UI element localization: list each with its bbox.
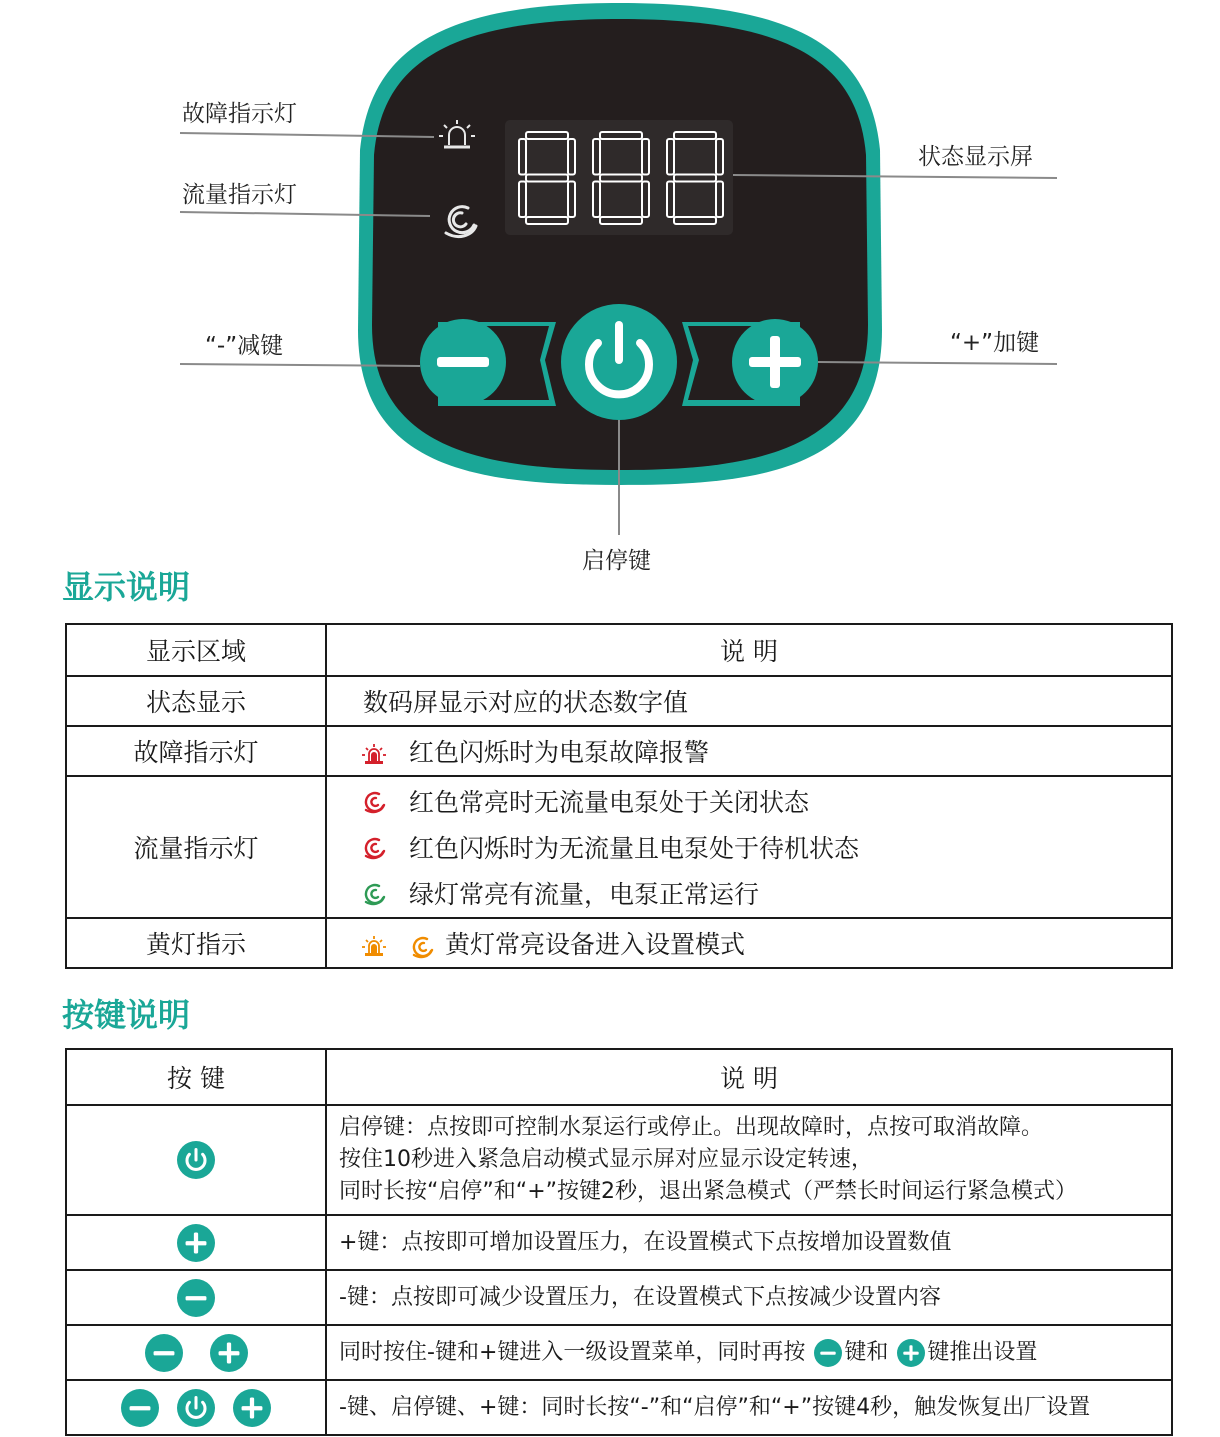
table-cell: -键：点按即可减少设置压力，在设置模式下点按减少设置内容 xyxy=(326,1270,1172,1325)
digit-segment xyxy=(716,139,723,175)
start-stop-button-diagram xyxy=(561,304,677,420)
display-section-title: 显示说明 xyxy=(62,568,191,606)
digit-segment xyxy=(519,182,526,218)
flow-desc-2: 红色闪烁时为无流量且电泵处于待机状态 xyxy=(409,834,860,863)
table-cell: -键、启停键、+键：同时长按“-”和“启停”和“+”按键4秒，触发恢复出厂设置 xyxy=(326,1380,1172,1435)
table-cell xyxy=(326,776,1172,918)
control-panel-diagram xyxy=(0,0,1220,580)
minus-button-diagram xyxy=(420,319,506,405)
table-cell xyxy=(66,1270,326,1325)
status-screen-digits xyxy=(505,120,733,235)
minus-icon xyxy=(121,1389,159,1427)
plus-key-label: “+”加键 xyxy=(950,330,1040,356)
table-cell xyxy=(326,1325,1172,1380)
yellow-fault-light-icon xyxy=(361,933,387,959)
table-row xyxy=(66,1380,1172,1435)
combo-desc-a: 同时按住-键和+键进入一级设置菜单，同时再按 xyxy=(339,1339,806,1365)
start-stop-desc-2: 按住10秒进入紧急启动模式显示屏对应显示设定转速， xyxy=(339,1147,873,1172)
minus-icon xyxy=(814,1339,842,1367)
table-row xyxy=(66,1105,1172,1215)
minus-key-label: “-”减键 xyxy=(205,333,284,359)
fault-light-label: 故障指示灯 xyxy=(182,101,297,127)
status-screen-label: 状态显示屏 xyxy=(918,144,1033,170)
table-cell xyxy=(326,918,1172,968)
power-icon xyxy=(177,1141,215,1179)
digit-segment xyxy=(600,175,642,182)
screen-digit xyxy=(519,132,575,224)
keys-section-title: 按键说明 xyxy=(62,996,191,1034)
combo-desc-b: 键和 xyxy=(844,1339,889,1365)
red-fault-light-icon xyxy=(361,741,387,767)
digit-segment xyxy=(526,175,568,182)
digit-segment xyxy=(674,132,716,139)
table-header-row xyxy=(66,624,1172,676)
table-cell xyxy=(66,1105,326,1215)
table-row xyxy=(66,726,1172,776)
digit-segment xyxy=(600,217,642,224)
digit-segment xyxy=(526,217,568,224)
table-row xyxy=(66,918,1172,968)
digit-segment xyxy=(593,182,600,218)
plus-button-diagram xyxy=(732,319,818,405)
plus-icon xyxy=(177,1224,215,1262)
table-header-row xyxy=(66,1049,1172,1105)
table-row xyxy=(66,1325,1172,1380)
power-icon xyxy=(177,1389,215,1427)
yellow-flow-light-icon xyxy=(409,933,435,959)
digit-segment xyxy=(667,182,674,218)
table-row xyxy=(66,776,1172,918)
flow-desc-3: 绿灯常亮有流量，电泵正常运行 xyxy=(409,880,760,909)
digit-segment xyxy=(568,182,575,218)
digit-segment xyxy=(667,139,674,175)
digit-segment xyxy=(526,132,568,139)
plus-icon xyxy=(210,1334,248,1372)
start-stop-desc-1: 启停键：点按即可控制水泵运行或停止。出现故障时，点按可取消故障。 xyxy=(339,1115,1044,1140)
table-cell: 状态显示 xyxy=(66,676,326,726)
table-header: 说 明 xyxy=(326,624,1172,676)
digit-segment xyxy=(716,182,723,218)
table-cell: 黄灯指示 xyxy=(66,918,326,968)
table-cell xyxy=(66,1215,326,1270)
table-row xyxy=(66,676,1172,726)
table-header: 按 键 xyxy=(66,1049,326,1105)
table-cell: 数码屏显示对应的状态数字值 xyxy=(326,676,1172,726)
keys-table xyxy=(65,1048,1173,1436)
digit-segment xyxy=(674,217,716,224)
digit-segment xyxy=(642,139,649,175)
table-cell xyxy=(66,1325,326,1380)
table-cell: +键：点按即可增加设置压力，在设置模式下点按增加设置数值 xyxy=(326,1215,1172,1270)
digit-segment xyxy=(600,132,642,139)
table-row xyxy=(66,1215,1172,1270)
digit-segment xyxy=(642,182,649,218)
red-flow-light-icon xyxy=(361,834,387,860)
red-flow-light-icon xyxy=(361,788,387,814)
table-header: 显示区域 xyxy=(66,624,326,676)
screen-digit xyxy=(593,132,649,224)
combo-desc-c: 键推出设置 xyxy=(927,1339,1038,1365)
table-cell: 流量指示灯 xyxy=(66,776,326,918)
table-cell xyxy=(326,726,1172,776)
table-cell: 故障指示灯 xyxy=(66,726,326,776)
fault-light-desc: 红色闪烁时为电泵故障报警 xyxy=(409,738,710,767)
table-row xyxy=(66,1270,1172,1325)
digit-segment xyxy=(674,175,716,182)
flow-desc-1: 红色常亮时无流量电泵处于关闭状态 xyxy=(409,788,810,817)
table-header: 说 明 xyxy=(326,1049,1172,1105)
digit-segment xyxy=(568,139,575,175)
green-flow-light-icon xyxy=(361,880,387,906)
table-cell xyxy=(66,1380,326,1435)
screen-digit xyxy=(667,132,723,224)
start-stop-desc-3: 同时长按“启停”和“+”按键2秒，退出紧急模式（严禁长时间运行紧急模式） xyxy=(339,1179,1078,1204)
minus-icon xyxy=(145,1334,183,1372)
plus-icon xyxy=(233,1389,271,1427)
plus-icon xyxy=(897,1339,925,1367)
flow-light-label: 流量指示灯 xyxy=(182,182,297,208)
digit-segment xyxy=(593,139,600,175)
display-table xyxy=(65,623,1173,969)
minus-icon xyxy=(177,1279,215,1317)
start-stop-key-label: 启停键 xyxy=(582,548,651,574)
table-cell xyxy=(326,1105,1172,1215)
yellow-light-desc: 黄灯常亮设备进入设置模式 xyxy=(445,930,746,959)
digit-segment xyxy=(519,139,526,175)
